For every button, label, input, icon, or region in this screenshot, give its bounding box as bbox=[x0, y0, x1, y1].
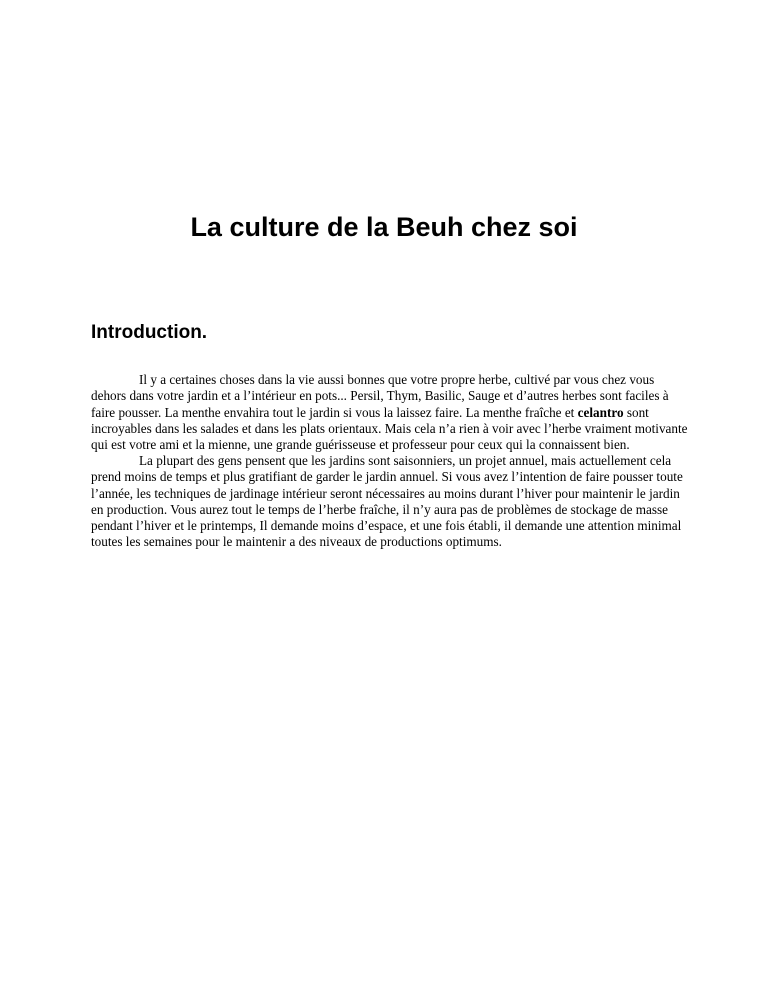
paragraph-line: incroyables dans les salades et dans les plats orientaux. Mais cela n’a rien à voir avec l’herbe vraiment motivante bbox=[91, 420, 688, 436]
line-text: faire pousser. La menthe envahira tout le jardin si vous la laissez faire. La menthe fraîche et bbox=[91, 404, 578, 420]
paragraph-line: La plupart des gens pensent que les jardins sont saisonniers, un projet annuel, mais actuellement cela bbox=[139, 453, 672, 468]
paragraph-line: prend moins de temps et plus gratifiant de garder le jardin annuel. Si vous avez l’intention de faire pousser toute bbox=[91, 469, 683, 485]
paragraph-line: dehors dans votre jardin et a l’intérieur en pots... Persil, Thym, Basilic, Sauge et d’autres herbes sont faciles à bbox=[91, 388, 669, 404]
paragraph-line: pendant l’hiver et le printemps, Il demande moins d’espace, et une fois établi, il demande une attention minimal bbox=[91, 518, 682, 534]
paragraph-line: en production. Vous aurez tout le temps de l’herbe fraîche, il n’y aura pas de problèmes de stockage de masse bbox=[91, 501, 669, 517]
line-text: sont bbox=[623, 404, 649, 420]
paragraph-line: toutes les semaines pour le maintenir a des niveaux de productions optimums. bbox=[91, 534, 502, 550]
document-title: La culture de la Beuh chez soi bbox=[190, 212, 578, 242]
paragraph-1 bbox=[91, 372, 691, 453]
paragraph-2 bbox=[91, 453, 691, 551]
paragraph-line bbox=[91, 405, 691, 421]
bold-term: celantro bbox=[577, 404, 624, 420]
paragraph-line: Il y a certaines choses dans la vie aussi bonnes que votre propre herbe, cultivé par vous chez vous bbox=[139, 372, 655, 387]
paragraph-line: qui est votre ami et la mienne, une grande guérisseuse et professeur pour ceux qui la connaissent bien. bbox=[91, 437, 630, 453]
paragraph-line: l’année, les techniques de jardinage intérieur seront nécessaires au moins durant l’hiver pour maintenir le jardin bbox=[91, 485, 680, 501]
section-heading: Introduction. bbox=[91, 322, 208, 343]
